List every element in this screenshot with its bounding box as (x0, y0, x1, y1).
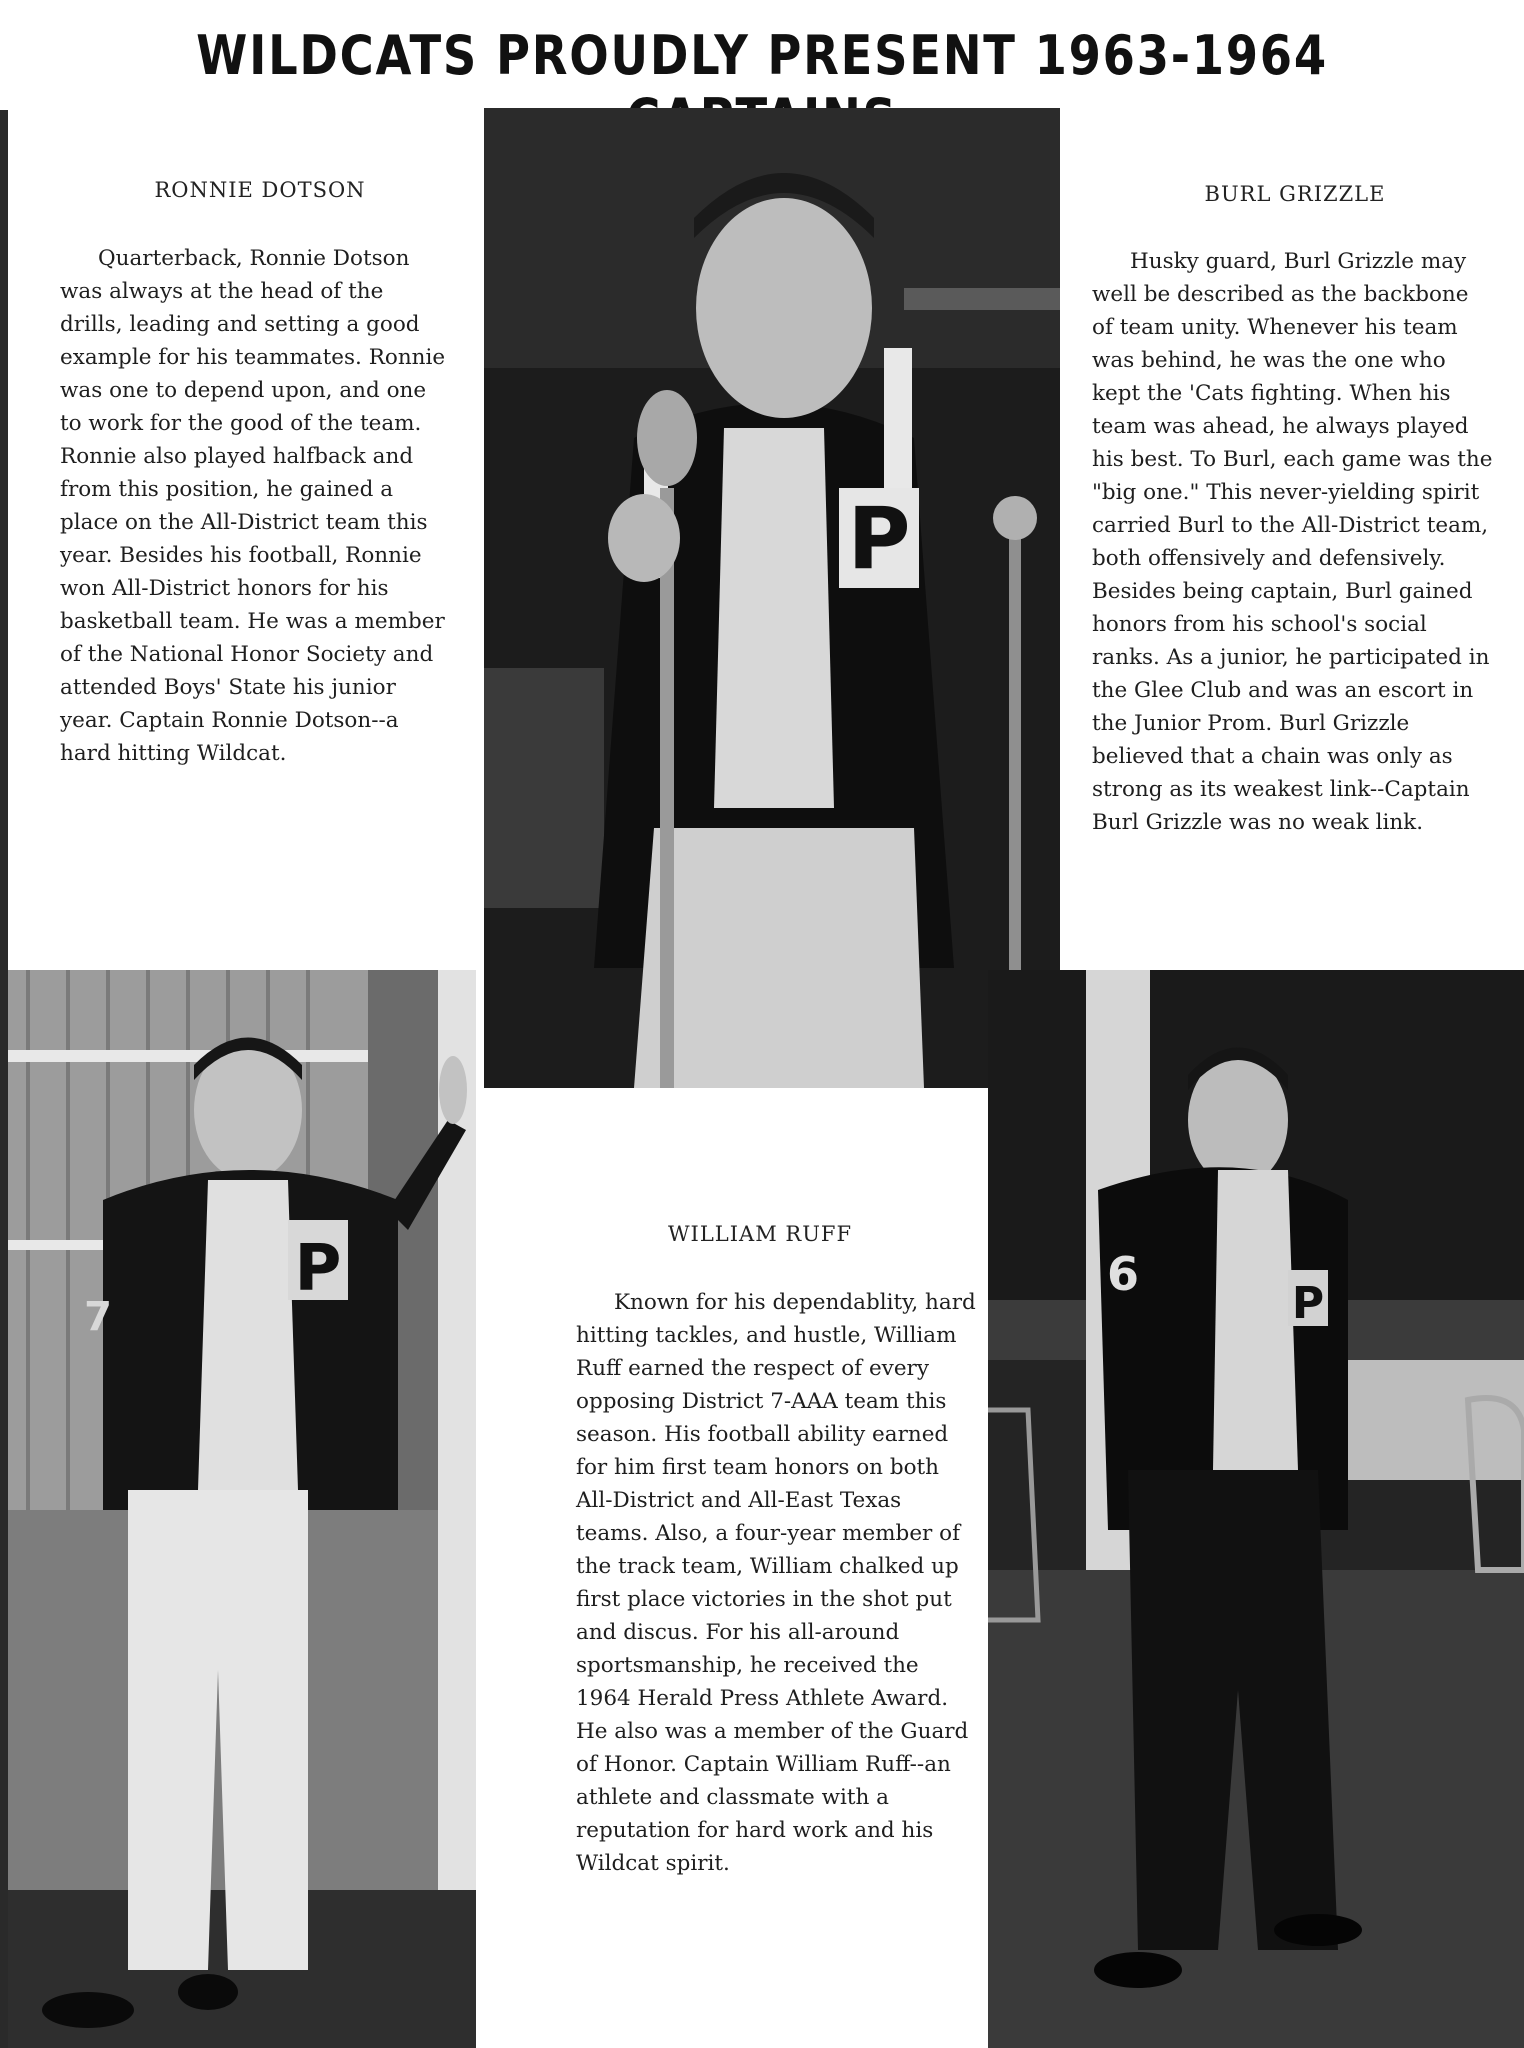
photo-bottom-left-image (8, 970, 476, 2048)
jacket-letter-center: P (847, 489, 911, 589)
captain-name-ronnie: RONNIE DOTSON (154, 178, 366, 202)
sleeve-number-bottom-right: 6 (1106, 1247, 1140, 1301)
captain-bio-burl (1092, 245, 1496, 839)
captain-bio-william (576, 1286, 976, 1880)
jacket-letter-bottom-left: P (294, 1232, 342, 1306)
page-edge-shadow (0, 110, 8, 2048)
photo-bottom-left-captain-standing (8, 970, 476, 2048)
photo-center-captain-at-microphone (484, 108, 1060, 1088)
captain-bio-ronnie (60, 242, 452, 770)
photo-bottom-right-image (988, 970, 1524, 2048)
photo-center-image (484, 108, 1060, 1088)
jacket-letter-bottom-right: P (1291, 1278, 1325, 1329)
bio-paragraph: Quarterback, Ronnie Dotson was always at the head of the drills, leading and setting a good example for his teammates. Ronnie was one to depend upon, and one to work for the good of the team. Ronnie also played halfback and from this position, he gained a place on the All-District team this year. Besides his football, Ronnie won All-District honors for his basketball team. He was a member of the National Honor Society and attended Boys' State his junior year. Captain Ronnie Dotson--a hard hitting Wildcat. (60, 246, 446, 766)
photo-bottom-right-captain-standing (988, 970, 1524, 2048)
page-title: WILDCATS PROUDLY PRESENT 1963-1964 (196, 24, 1328, 87)
bio-paragraph: Known for his dependablity, hard hitting tackles, and hustle, William Ruff earned the respect of every opposing District 7-AAA team this season. His football ability earned for him first team honors on both All-District and All-East Texas teams. Also, a four-year member of the track team, William chalked up first place victories in the shot put and discus. For his all-around sportsmanship, he received the 1964 Herald Press Athlete Award. He also was a member of the Guard of Honor. Captain William Ruff--an athlete and classmate with a reputation for hard work and his Wildcat spirit. (576, 1290, 976, 1876)
captain-name-william: WILLIAM RUFF (667, 1222, 853, 1246)
sleeve-number-bottom-left: 7 (84, 1294, 112, 1340)
captain-name-burl: BURL GRIZZLE (1204, 182, 1386, 206)
bio-paragraph: Husky guard, Burl Grizzle may well be described as the backbone of team unity. Whenever his team was behind, he was the one who kept the 'Cats fighting. When his team was ahead, he always played his best. To Burl, each game was the "big one." This never-yielding spirit carried Burl to the All-District team, both offensively and defensively. Besides being captain, Burl gained honors from his school's social ranks. As a junior, he participated in the Glee Club and was an escort in the Junior Prom. Burl Grizzle believed that a chain was only as strong as its weakest link--Captain Burl Grizzle was no weak link. (1092, 249, 1493, 835)
